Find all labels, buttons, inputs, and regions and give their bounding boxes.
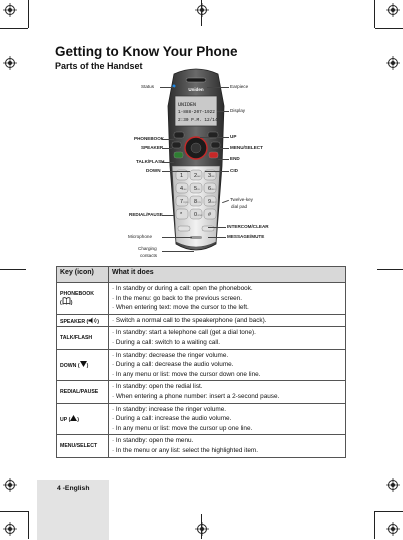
key-cell: PHONEBOOK ( ) — [57, 283, 109, 315]
description-line: · In standby: open the menu. — [112, 437, 194, 445]
page-footer — [37, 480, 109, 540]
dial-key-digit: 2 — [194, 173, 198, 179]
handset-illustration — [160, 66, 232, 260]
dial-key-letters: PQRS — [183, 202, 189, 204]
registration-mark-icon — [3, 3, 17, 17]
description-cell — [109, 327, 346, 349]
dial-key-digit: 8 — [194, 199, 198, 205]
description-line: · In standby: increase the ringer volume. — [112, 405, 227, 413]
description-cell — [109, 283, 346, 315]
key-cell — [57, 435, 109, 457]
table-row — [57, 381, 346, 403]
dial-key-letters: OPER — [197, 215, 203, 217]
dial-key-digit: 5 — [194, 186, 198, 192]
dial-key-digit: 9 — [208, 199, 212, 205]
description-line: · Switch a normal call to the speakerphone (and back). — [112, 316, 267, 324]
table-row — [57, 403, 346, 435]
description-line: · During a call: increase the audio volume. — [112, 415, 232, 423]
dial-key-digit: 0 — [194, 212, 198, 218]
description-cell — [109, 314, 346, 327]
description-line: · When entering a phone number: insert a 2-second pause. — [112, 392, 280, 400]
key-cell — [57, 381, 109, 403]
table-row — [57, 435, 346, 457]
registration-mark-icon — [195, 522, 209, 536]
key-cell: SPEAKER ( ) — [57, 314, 109, 327]
description-cell — [109, 349, 346, 381]
description-line: · In any menu or list: move the cursor down one line. — [112, 370, 261, 378]
table-row — [57, 327, 346, 349]
description-line: · In any menu or list: move the cursor up one line. — [112, 424, 253, 432]
dial-key-letters: JKL — [197, 189, 201, 191]
table-row — [57, 349, 346, 381]
registration-mark-icon — [386, 478, 400, 492]
handset-brand-text: Uniden — [188, 87, 204, 92]
description-line: · In standby: start a telephone call (get a dial tone). — [112, 329, 256, 337]
page-number: 4 -English — [57, 485, 90, 492]
description-line: · During a call: decrease the audio volume. — [112, 361, 234, 369]
column-header-key: Key (icon) — [57, 267, 109, 283]
dial-key-letters: MNO — [211, 189, 216, 191]
dial-key-digit: * — [180, 212, 183, 218]
key-name: UP — [60, 416, 68, 423]
description-line: · In standby or during a call: open the phonebook. — [112, 285, 253, 292]
key-name: MENU/SELECT — [60, 442, 98, 449]
dial-key-digit: # — [208, 212, 212, 218]
svg-text:1-888-207-1922: 1-888-207-1922 — [178, 110, 215, 115]
dial-key-letters: WXYZ — [211, 202, 217, 204]
dial-key-letters: ABC — [197, 176, 201, 178]
key-name: REDIAL/PAUSE — [60, 388, 99, 395]
dial-key-letters: TUV — [197, 202, 201, 204]
description-line: · When entering text: move the cursor to the left. — [112, 304, 249, 312]
down-triangle-icon — [80, 361, 87, 367]
key-cell — [57, 327, 109, 349]
registration-mark-icon — [386, 3, 400, 17]
registration-mark-icon — [3, 56, 17, 70]
table-row — [57, 283, 346, 315]
description-line: · In the menu: go back to the previous screen. — [112, 294, 243, 302]
dial-key-digit: 4 — [180, 186, 184, 192]
description-line: · During a call: switch to a waiting call. — [112, 338, 220, 346]
up-triangle-icon — [70, 415, 77, 421]
dial-key-letters: DEF — [211, 176, 215, 178]
dial-key-digit: 6 — [208, 186, 212, 192]
description-cell — [109, 435, 346, 457]
description-line: · In the menu or any list: select the highlighted item. — [112, 446, 258, 454]
key-name: PHONEBOOK — [60, 290, 95, 297]
svg-text:UNIDEN: UNIDEN — [178, 102, 197, 108]
table-row — [57, 314, 346, 327]
registration-mark-icon — [3, 522, 17, 536]
page-title: Getting to Know Your Phone — [55, 44, 238, 59]
description-cell — [109, 381, 346, 403]
key-cell: UP ( ) — [57, 403, 109, 435]
dial-key-digit: 1 — [180, 173, 184, 179]
key-name: DOWN — [60, 362, 77, 369]
registration-mark-icon — [195, 3, 209, 17]
dial-key-letters: GHI — [183, 189, 187, 191]
key-name: SPEAKER — [60, 318, 86, 325]
dial-key-digit: 3 — [208, 173, 212, 179]
description-line: · In standby: decrease the ringer volume. — [112, 351, 229, 359]
page-subtitle: Parts of the Handset — [55, 61, 143, 71]
key-cell: DOWN ( ) — [57, 349, 109, 381]
key-function-table — [56, 266, 346, 458]
svg-text:2:30 P.M. 12/14: 2:30 P.M. 12/14 — [178, 118, 218, 123]
registration-mark-icon — [386, 56, 400, 70]
table-header-row — [57, 267, 346, 283]
description-cell — [109, 403, 346, 435]
phonebook-book-icon — [62, 297, 71, 305]
speaker-icon — [88, 317, 97, 324]
dial-key-digit: 7 — [180, 199, 184, 205]
column-header-function: What it does — [109, 267, 346, 283]
description-line: · In standby: open the redial list. — [112, 383, 203, 391]
registration-mark-icon — [3, 478, 17, 492]
registration-mark-icon — [386, 522, 400, 536]
key-name: TALK/FLASH — [60, 334, 93, 341]
